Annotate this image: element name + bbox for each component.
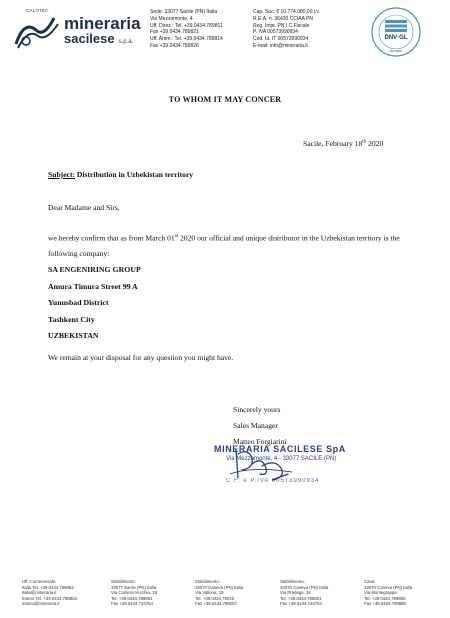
address-street: Amura Timura Street 99 A [48,281,138,291]
footer-column-plant-caneva-vallona: Stabilimento: 33070 Caneva (PN) Italia Via Vallona, 19 Tel. +39.0434.79019 Fax +39.0434.799257 [195,579,244,607]
body-paragraph: we hereby confirm that as from March 01st 2020 our official and unique distributor in the Uzbekistan territory is the following company: [48,233,400,258]
company-registry-block [253,9,320,50]
letter-date: Sacile, February 18th 2020 [303,139,384,148]
signoff: Sincerely yours [233,405,281,414]
subject-text: Distribution in Uzbekistan territory [75,170,194,179]
registry-line: E-mail: info@mineraria.it [253,42,308,49]
address-line: Uff. Direz.: Tel. +39.0434.789811 [150,22,223,29]
brand-line-2: sacilese [64,31,115,46]
registry-line: R.E.A. n. 36430 CCIAA PN [253,15,314,22]
brand-suffix: s.p.a. [118,39,134,45]
footer-column-plant-sacile: Stabilimento: 33077 Sacile (PN) Italia Via Cartiera Vecchia, 18 Tel. +39.0434.789861 Fax +39.0434.734764 [111,579,158,607]
closing-sentence: We remain at your disposal for any question you might have. [48,353,234,362]
company-logo-icon [14,14,60,50]
subject-line [48,170,193,179]
address-line: Fax +39.0434.789821 [150,29,199,36]
footer-column-plant-caneva-pradega: Stabilimento: 33070 Caneva (PN) Italia Via Pradega, 34 Tel. +39.0434.789861 Fax +39.0434.734764 [280,579,329,607]
distributor-address [48,262,141,345]
registry-line: Cap. Soc. € 10.774.080,00 i.v. [253,9,320,15]
address-line: Via Mezzomonte, 4 [150,15,193,22]
signer-role: Sales Manager [233,421,278,430]
svg-text:ISO 9001: ISO 9001 [389,49,403,53]
address-city: Tashkent City [48,314,95,324]
subject-label: Subject: [48,170,75,179]
brand-line-1: mineraria [64,14,141,33]
dnv-gl-certification-seal-icon [370,6,422,58]
footer-column-quarry: Cava: 33070 Caneva (PN) Italia Via Montegrappa Tel. +39.0434.799885 Fax +39.0434.799885 [364,579,413,607]
address-line: Fax +39.0434.789826 [150,42,199,49]
registry-line: Cod. Id. IT 00573990934 [253,36,309,43]
stamp-line-3: C.F. e P.IVA 00573990934 [226,478,320,484]
registry-line: P. IVA 00573990934 [253,29,298,36]
address-district: Yunusbad District [48,298,109,308]
handwritten-signature-icon [222,444,296,484]
footer-column-commercial: Uff. Commerciale: Italia Tel. +39.0434.789862 italia@mineraria.it Estero Tel. +39.0434.789863 estero@mineraria.it [22,579,77,607]
registry-line: Reg. Impr. PN / C.Fiscale [253,22,310,29]
greeting: Dear Madame and Sirs, [48,203,120,212]
stamp-line-2: Via Mezzomonte, 4 - 33077 SACILE (PN) [226,456,337,462]
brand-name [64,16,141,50]
svg-text:DNV·GL: DNV·GL [384,35,408,41]
letter-title: TO WHOM IT MAY CONCER [168,95,282,104]
address-country: UZBEKISTAN [48,331,99,341]
company-address-block [150,9,223,50]
address-line: Sede: 33077 Sacile (PN) Italia [150,9,217,15]
address-company: SA ENGENIRING GROUP [48,265,141,274]
address-line: Uff. Amm.: Tel. +39.0434.789814 [150,36,223,43]
signer-name: Matteo Forgiarini [233,437,287,446]
signature-block [233,402,287,450]
calotec-label: CALOTEC [26,8,49,13]
stamp-line-1: MINERARIA SACILESE SpA [214,444,346,454]
